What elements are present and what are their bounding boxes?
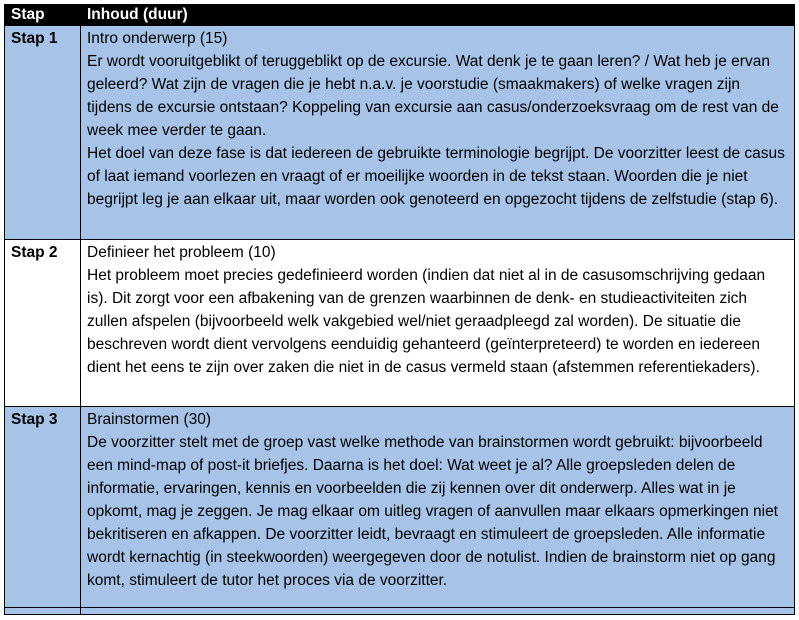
step-label: Stap 1 — [5, 26, 81, 240]
step-content — [81, 240, 795, 407]
row-title: Definieer het probleem (10) — [87, 244, 276, 261]
row-paragraph: Het probleem moet precies gedefinieerd worden (indien dat niet al in de casusomschrijving gedaan is). Dit zorgt voor een afbakening van de grenzen waarbinnen de denk- en studieactiviteiten zich zullen afspelen (bijvoorbeeld welk vakgebied wel/niet geraadpleegd zal worden). De situatie die beschreven wordt dient vervolgens eenduidig gehanteerd (geïnterpreteerd) te worden en iedereen dient het eens te zijn over zaken die niet in de casus vermeld staan (afstemmen referentiekaders). — [87, 267, 766, 376]
row-title: Intro onderwerp (15) — [87, 30, 228, 47]
step-label-empty — [5, 608, 81, 615]
step-content — [81, 26, 795, 240]
row-title: Brainstormen (30) — [87, 411, 212, 428]
steps-table — [4, 4, 795, 615]
header-content: Inhoud (duur) — [81, 5, 795, 26]
step-content — [81, 407, 795, 608]
table-header-row — [5, 5, 795, 26]
step-content-empty — [81, 608, 795, 615]
step-label: Stap 2 — [5, 240, 81, 407]
header-step: Stap — [5, 5, 81, 26]
row-paragraph: De voorzitter stelt met de groep vast welke methode van brainstormen wordt gebruikt: bijvoorbeeld een mind-map of post-it briefjes. Daarna is het doel: Wat weet je al? Alle groepsleden delen de informatie, ervaringen, kennis en voorbeelden die zij kennen over dit onderwerp. Alles wat in je opkomt, mag je zeggen. Je mag elkaar om uitleg vragen of aanvullen maar elkaars opmerkingen niet bekritiseren en afkappen. De voorzitter leidt, bevraagt en stimuleert de groepsleden. Alle informatie wordt kernachtig (in steekwoorden) weergegeven door de notulist. Indien de brainstorm niet op gang komt, stimuleert de tutor het proces via de voorzitter. — [87, 434, 778, 589]
step-label: Stap 3 — [5, 407, 81, 608]
table-row-stap3 — [5, 407, 795, 608]
row-paragraph: Er wordt vooruitgeblikt of teruggeblikt op de excursie. Wat denk je te gaan leren? / Wat heb je ervan geleerd? Wat zijn de vragen die je hebt n.a.v. je voorstudie (smaakmakers) of welke vragen zijn tijdens de excursie ontstaan? Koppeling van excursie aan casus/onderzoeksvraag om de rest van de week mee verder te gaan. — [87, 53, 779, 139]
table-row-stap1 — [5, 26, 795, 240]
table-row-stap2 — [5, 240, 795, 407]
row-paragraph: Het doel van deze fase is dat iedereen de gebruikte terminologie begrijpt. De voorzitter leest de casus of laat iemand voorlezen en vraagt of er moeilijke woorden in de tekst staan. Woorden die je niet begrijpt leg je aan elkaar uit, maar worden ook genoteerd en opgezocht tijdens de zelfstudie (stap 6). — [87, 145, 785, 208]
table-row-partial — [5, 608, 795, 615]
